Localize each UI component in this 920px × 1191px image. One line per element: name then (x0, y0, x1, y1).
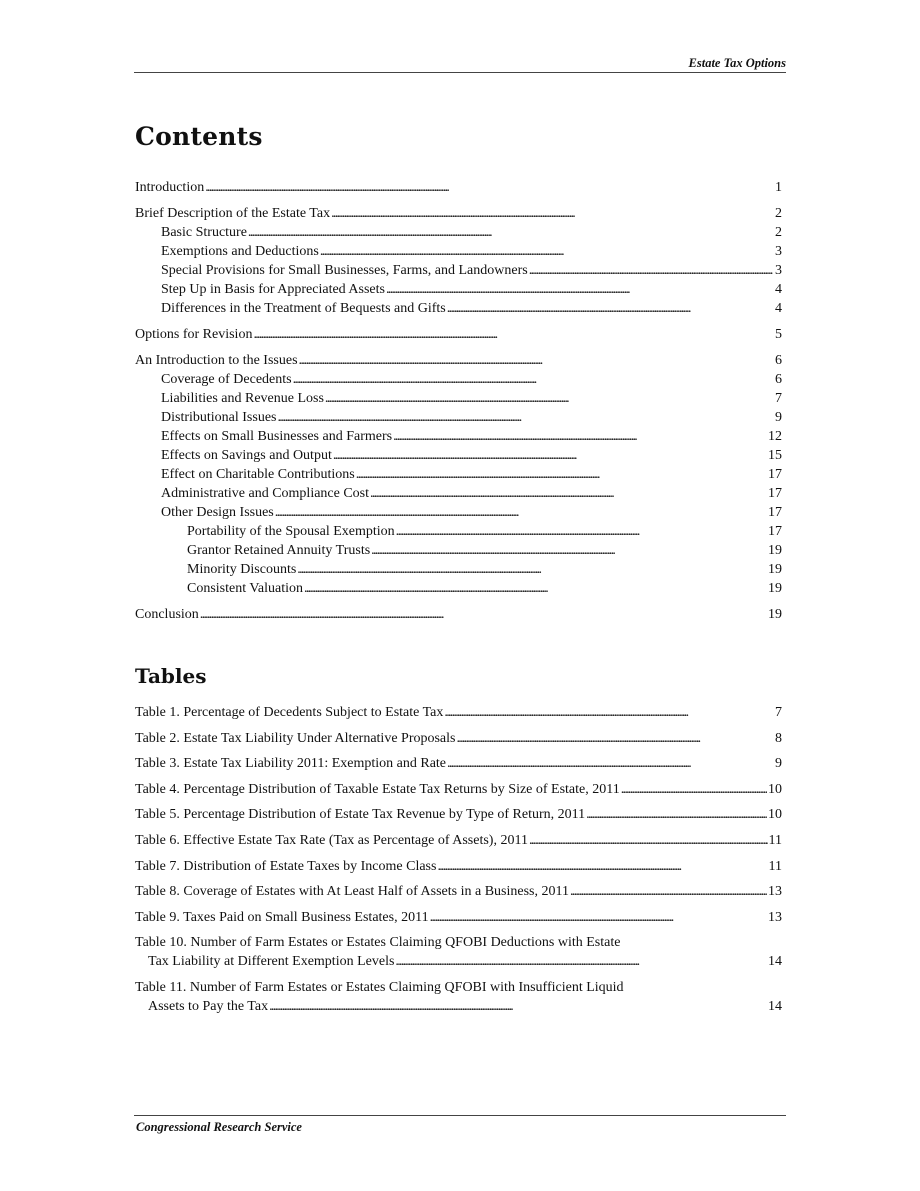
toc-entry-page: 6 (775, 353, 782, 368)
table-entry[interactable] (135, 933, 782, 971)
dot-leader (269, 997, 767, 1016)
dot-leader (333, 446, 767, 465)
toc-entry-label: Distributional Issues (161, 410, 277, 425)
dot-leader (396, 522, 767, 541)
toc-entry-label: Exemptions and Deductions (161, 244, 319, 259)
dot-leader (529, 831, 768, 850)
toc-entry[interactable] (135, 541, 782, 560)
table-entry[interactable] (135, 703, 782, 722)
toc-entry-page: 2 (775, 225, 782, 240)
running-header: Estate Tax Options (688, 56, 786, 70)
dot-leader (447, 754, 774, 773)
table-entry-label: Table 11. Number of Farm Estates or Estates Claiming QFOBI with Insufficient Liquid (135, 979, 624, 995)
table-entry-label: Table 8. Coverage of Estates with At Least Half of Assets in a Business, 2011 (135, 884, 569, 900)
table-entry[interactable] (135, 857, 782, 876)
table-entry[interactable] (135, 780, 782, 799)
table-entry-page: 11 (768, 858, 782, 874)
toc-entry-label: Effects on Small Businesses and Farmers (161, 429, 393, 444)
toc-entry-label: Basic Structure (161, 225, 247, 240)
dot-leader (278, 408, 775, 427)
dot-leader (293, 370, 774, 389)
dot-leader (253, 325, 774, 344)
table-entry-page: 11 (768, 832, 782, 848)
table-entry-label-continued-line (135, 952, 782, 971)
toc-entry-page: 15 (768, 448, 782, 463)
table-entry-page: 9 (775, 756, 782, 772)
toc-entry[interactable] (135, 446, 782, 465)
dot-leader (529, 261, 774, 280)
table-entry-label: Table 1. Percentage of Decedents Subject to Estate Tax (135, 705, 444, 720)
table-entry[interactable] (135, 805, 782, 824)
toc-entry-label: Portability of the Spousal Exemption (187, 524, 395, 539)
toc-entry-page: 3 (775, 263, 782, 278)
toc-entry[interactable] (135, 325, 782, 344)
table-of-contents (135, 178, 782, 624)
toc-entry[interactable] (135, 605, 782, 624)
table-entry[interactable] (135, 754, 782, 773)
footer-rule (134, 1115, 786, 1116)
toc-entry-page: 1 (775, 180, 782, 195)
toc-entry[interactable] (135, 579, 782, 598)
toc-entry-page: 17 (768, 486, 782, 501)
toc-entry-label: Step Up in Basis for Appreciated Assets (161, 282, 385, 297)
dot-leader (456, 729, 774, 748)
table-entry-page: 10 (768, 781, 782, 797)
table-entry-label: Table 4. Percentage Distribution of Taxable Estate Tax Returns by Size of Estate, 2011 (135, 781, 620, 797)
footer: Congressional Research Service (136, 1120, 302, 1134)
dot-leader (297, 560, 767, 579)
toc-entry-page: 2 (775, 206, 782, 221)
toc-entry-label: Minority Discounts (187, 562, 297, 577)
toc-entry-label: Options for Revision (135, 327, 253, 342)
contents-title: Contents (135, 122, 263, 151)
dot-leader (586, 805, 767, 824)
list-of-tables (135, 703, 782, 1023)
toc-entry-label: Effects on Savings and Output (161, 448, 332, 463)
toc-entry-label: Grantor Retained Annuity Trusts (187, 543, 371, 558)
table-entry-label: Table 3. Estate Tax Liability 2011: Exemption and Rate (135, 756, 447, 772)
dot-leader (447, 299, 774, 318)
toc-entry[interactable] (135, 484, 782, 503)
table-entry-label: Table 7. Distribution of Estate Taxes by Income Class (135, 858, 437, 874)
toc-entry[interactable] (135, 280, 782, 299)
toc-entry-label: Brief Description of the Estate Tax (135, 206, 331, 221)
dot-leader (205, 178, 774, 197)
toc-entry-page: 17 (768, 505, 782, 520)
toc-entry-label: Special Provisions for Small Businesses, Farms, and Landowners (161, 263, 528, 278)
toc-entry-label: Other Design Issues (161, 505, 274, 520)
table-entry-page: 14 (768, 954, 782, 970)
toc-entry-page: 4 (775, 282, 782, 297)
table-entry-page: 13 (768, 909, 782, 925)
table-entry-label: Table 6. Effective Estate Tax Rate (Tax as Percentage of Assets), 2011 (135, 832, 528, 848)
dot-leader (331, 204, 774, 223)
toc-entry-page: 19 (768, 562, 782, 577)
dot-leader (437, 857, 767, 876)
dot-leader (200, 605, 767, 624)
toc-entry[interactable] (135, 204, 782, 223)
dot-leader (248, 223, 774, 242)
table-entry-page: 8 (775, 730, 782, 746)
toc-entry-label: Coverage of Decedents (161, 372, 292, 387)
table-entry-label-continued-line (135, 997, 782, 1016)
toc-entry-label: Consistent Valuation (187, 581, 304, 596)
table-entry-label-continued: Assets to Pay the Tax (148, 998, 269, 1014)
table-entry-label: Table 10. Number of Farm Estates or Estates Claiming QFOBI Deductions with Estate (135, 935, 621, 951)
table-entry[interactable] (135, 831, 782, 850)
dot-leader (386, 280, 774, 299)
dot-leader (570, 882, 767, 901)
toc-entry[interactable] (135, 503, 782, 522)
toc-entry-page: 6 (775, 372, 782, 387)
dot-leader (371, 541, 767, 560)
dot-leader (430, 908, 767, 927)
dot-leader (304, 579, 767, 598)
toc-entry[interactable] (135, 351, 782, 370)
toc-entry-label: Effect on Charitable Contributions (161, 467, 355, 482)
toc-entry[interactable] (135, 178, 782, 197)
dot-leader (395, 952, 767, 971)
dot-leader (320, 242, 774, 261)
dot-leader (621, 780, 767, 799)
toc-entry-label: Differences in the Treatment of Bequests and Gifts (161, 301, 446, 316)
toc-entry-label: An Introduction to the Issues (135, 353, 298, 368)
table-entry-label: Table 5. Percentage Distribution of Estate Tax Revenue by Type of Return, 2011 (135, 807, 586, 823)
toc-entry-page: 19 (768, 581, 782, 596)
dot-leader (325, 389, 774, 408)
dot-leader (370, 484, 767, 503)
toc-entry-label: Conclusion (135, 607, 199, 622)
table-entry[interactable] (135, 729, 782, 748)
toc-entry[interactable] (135, 299, 782, 318)
table-entry[interactable] (135, 882, 782, 901)
toc-entry[interactable] (135, 522, 782, 541)
toc-entry-page: 4 (775, 301, 782, 316)
toc-entry-label: Liabilities and Revenue Loss (161, 391, 324, 406)
toc-entry-label: Administrative and Compliance Cost (161, 486, 370, 501)
table-entry-page: 13 (768, 884, 782, 900)
toc-entry[interactable] (135, 560, 782, 579)
dot-leader (275, 503, 767, 522)
toc-entry[interactable] (135, 389, 782, 408)
toc-entry-label: Introduction (135, 180, 205, 195)
table-entry[interactable] (135, 978, 782, 1016)
toc-entry-page: 12 (768, 429, 782, 444)
toc-entry-page: 17 (768, 524, 782, 539)
dot-leader (444, 703, 774, 722)
toc-entry-page: 7 (775, 391, 782, 406)
toc-entry[interactable] (135, 465, 782, 484)
toc-entry-page: 19 (768, 543, 782, 558)
toc-entry-page: 3 (775, 244, 782, 259)
table-entry-page: 7 (775, 705, 782, 720)
dot-leader (299, 351, 774, 370)
toc-entry[interactable] (135, 427, 782, 446)
table-entry-page: 14 (768, 998, 782, 1014)
table-entry[interactable] (135, 908, 782, 927)
table-entry-label-continued: Tax Liability at Different Exemption Levels (148, 954, 395, 970)
table-entry-label: Table 2. Estate Tax Liability Under Alternative Proposals (135, 730, 456, 746)
toc-entry[interactable] (135, 223, 782, 242)
table-entry-page: 10 (768, 807, 782, 823)
toc-entry[interactable] (135, 370, 782, 389)
table-entry-label: Table 9. Taxes Paid on Small Business Estates, 2011 (135, 909, 429, 925)
toc-entry[interactable] (135, 261, 782, 280)
toc-entry-page: 19 (768, 607, 782, 622)
dot-leader (393, 427, 767, 446)
tables-title: Tables (135, 664, 207, 688)
toc-entry-page: 17 (768, 467, 782, 482)
toc-entry[interactable] (135, 408, 782, 427)
header-rule (134, 72, 786, 73)
toc-entry-page: 9 (775, 410, 782, 425)
dot-leader (356, 465, 767, 484)
toc-entry-page: 5 (775, 327, 782, 342)
toc-entry[interactable] (135, 242, 782, 261)
